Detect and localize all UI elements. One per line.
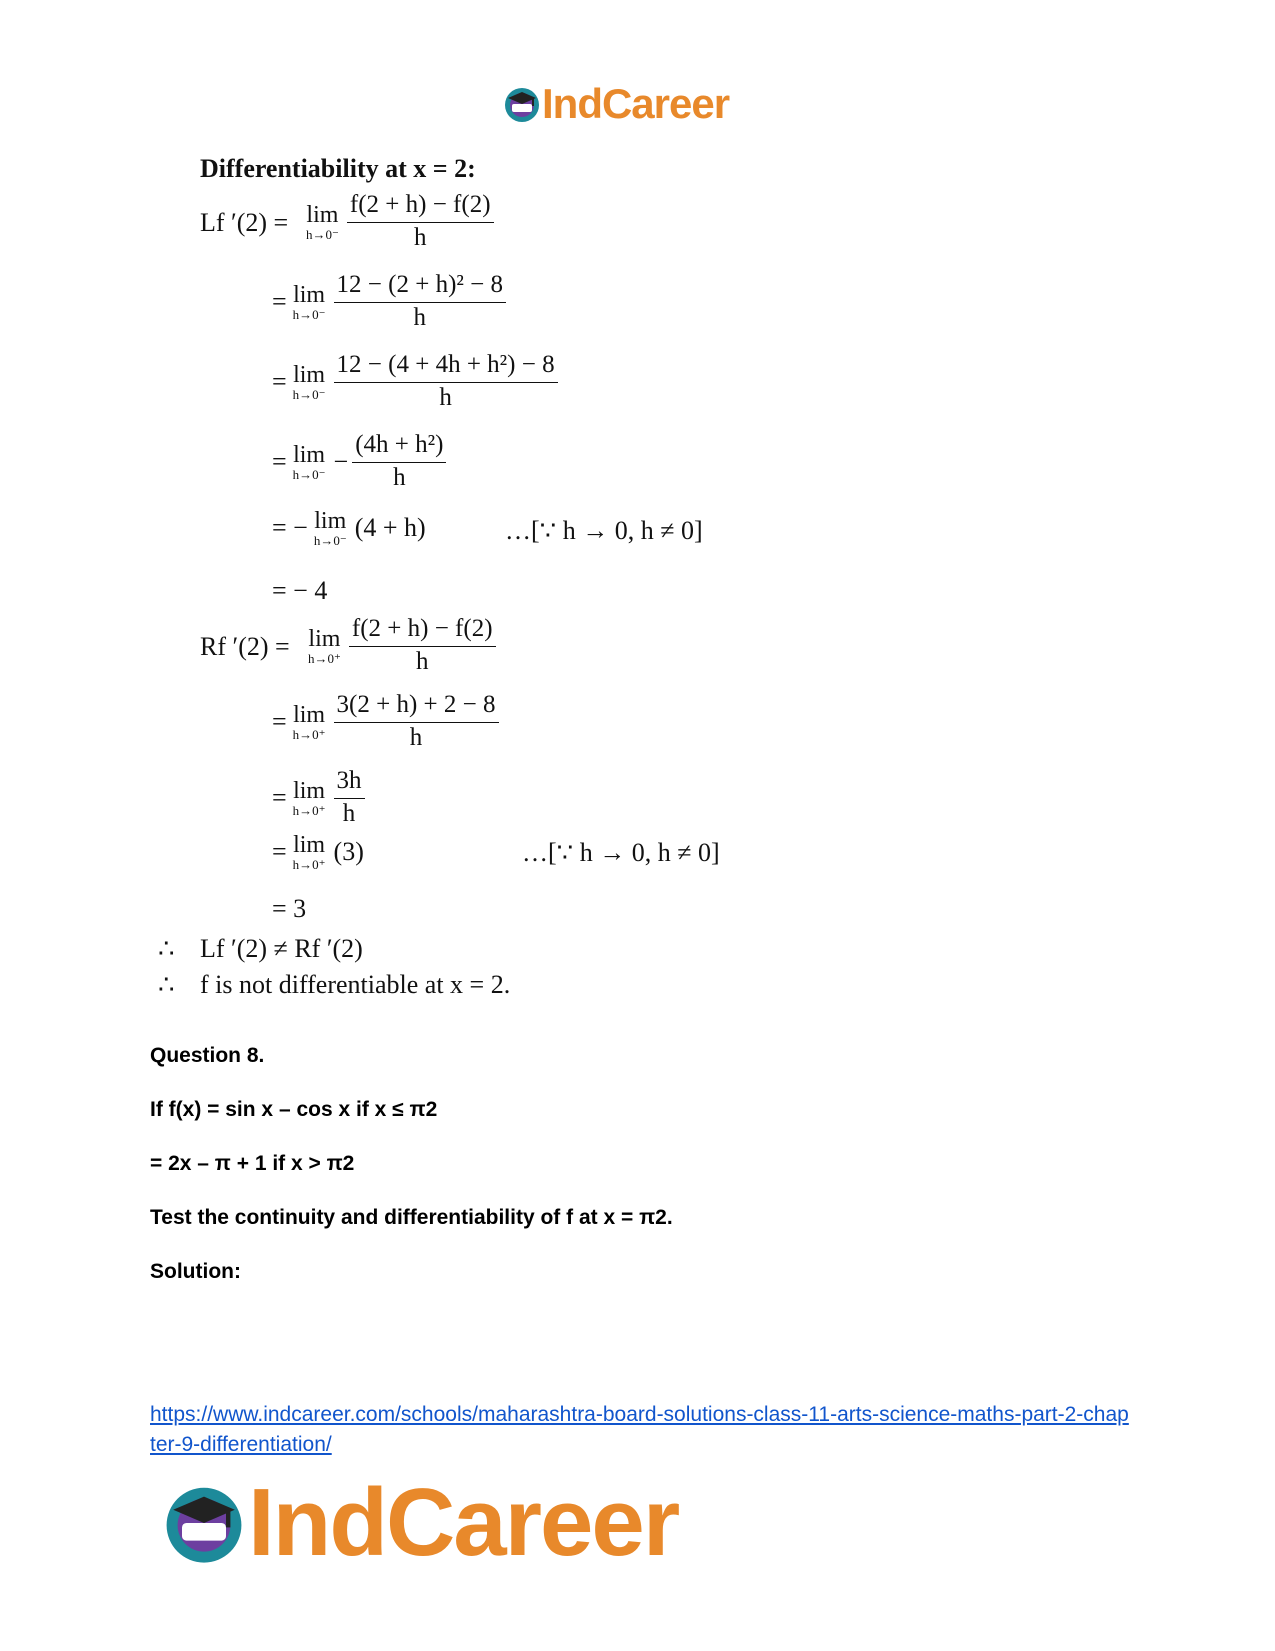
logo-wordmark: IndCareer: [542, 80, 730, 127]
question-title: Question 8.: [150, 1044, 265, 1067]
math-step: [302, 614, 496, 677]
fraction: $\frac{\text{12 − (4 + 4h + h²) − 8}}{h}$: [334, 350, 558, 413]
fraction: $\frac{\text{(4h + h²)}}{h}$: [352, 430, 446, 493]
limit: lim h→0⁻: [292, 441, 326, 482]
math-step: = − lim h→0⁻ (4 + h): [272, 508, 426, 548]
math-step: = lim h→0⁺ $\frac{3h}{h}$: [272, 766, 365, 829]
math-step: = lim h→0⁻ $\frac{\text{12 − (4 + 4h + h²) − 8}}{h}$: [272, 350, 558, 413]
reason-note: …[∵ h → 0, h ≠ 0]: [505, 516, 703, 545]
limit: lim h→0⁻: [313, 508, 347, 548]
limit: lim h→0⁺: [292, 832, 326, 872]
limit: lim h→0⁺: [308, 625, 341, 666]
reason-note: …[∵ h → 0, h ≠ 0]: [522, 838, 720, 867]
logo-wordmark: IndCareer: [248, 1469, 679, 1576]
result: = − 4: [272, 576, 328, 605]
section-heading: Differentiability at x = 2:: [200, 154, 476, 183]
limit: lim h→0⁻: [306, 201, 339, 242]
source-link[interactable]: https://www.indcareer.com/schools/maharashtra-board-solutions-class-11-arts-science-maths-part-2-chapter-9-differentiation/: [150, 1403, 1129, 1456]
math-step: = lim h→0⁻ $\frac{\text{12 − (2 + h)² − 8}}{h}$: [272, 270, 506, 333]
conclusion-line: Lf ′(2) ≠ Rf ′(2): [200, 934, 363, 963]
fraction: $\frac{f(2 + h) - f(2)}{h}$: [347, 190, 494, 253]
math-step: [300, 190, 494, 253]
fraction: $\frac{\text{12 − (2 + h)² − 8}}{h}$: [334, 270, 506, 333]
limit: lim h→0⁺: [292, 701, 326, 742]
fraction: $\frac{3(2 + h) + 2 - 8}{h}$: [334, 690, 499, 753]
graduation-book-icon: [160, 1479, 248, 1567]
fraction: $\frac{f(2 + h) - f(2)}{h}$: [349, 614, 496, 677]
solution-label: Solution:: [150, 1260, 241, 1283]
fraction: $\frac{3h}{h}$: [334, 766, 365, 829]
question-line: If f(x) = sin x – cos x if x ≤ π2: [150, 1098, 438, 1121]
limit: lim h→0⁺: [292, 777, 326, 818]
limit: lim h→0⁻: [292, 361, 326, 402]
question-line: = 2x – π + 1 if x > π2: [150, 1152, 355, 1175]
math-step: = lim h→0⁺ $\frac{3(2 + h) + 2 - 8}{h}$: [272, 690, 499, 753]
left-derivative-label: Lf ′(2) =: [200, 208, 289, 237]
result: = 3: [272, 894, 307, 923]
math-step: = lim h→0⁺ (3): [272, 832, 364, 872]
limit: lim h→0⁻: [292, 281, 326, 322]
math-step: = lim h→0⁻ − $\frac{\text{(4h + h²)}}{h}$: [272, 430, 446, 493]
therefore-symbol: ∴: [158, 934, 175, 963]
therefore-symbol: ∴: [158, 970, 175, 999]
question-line: Test the continuity and differentiability of f at x = π2.: [150, 1206, 673, 1229]
conclusion-line: f is not differentiable at x = 2.: [200, 970, 511, 999]
right-derivative-label: Rf ′(2) =: [200, 632, 290, 661]
footer-logo: [160, 1468, 678, 1578]
